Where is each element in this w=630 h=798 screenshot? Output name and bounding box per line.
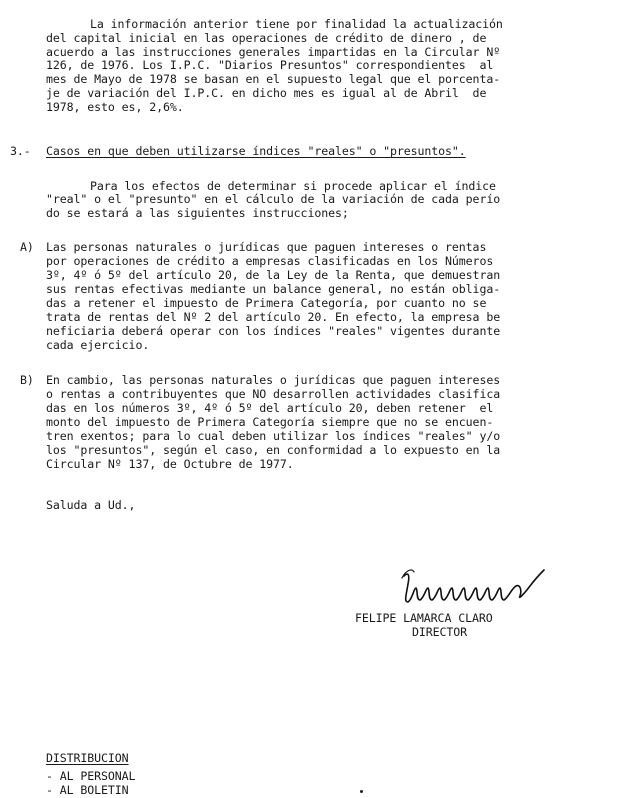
handwritten-signature bbox=[398, 566, 548, 610]
item-b-line: monto del impuesto de Primera Categoría siempre que no se encuen- bbox=[46, 415, 494, 429]
item-a-line: trata de rentas del Nº 2 del artículo 20. En efecto, la empresa be bbox=[46, 310, 501, 324]
item-a-line: cada ejercicio. bbox=[46, 338, 150, 352]
item-a-line: neficiaria deberá operar con los índices "reales" vigentes durante bbox=[46, 324, 501, 338]
intro-line: del capital inicial en las operaciones de crédito de dinero , de bbox=[46, 31, 487, 45]
intro-line: 126, de 1976. Los I.P.C. "Diarios Presuntos" correspondientes al bbox=[46, 58, 494, 72]
section-heading: Casos en que deben utilizarse índices "reales" o "presuntos". bbox=[46, 144, 466, 158]
item-a-line: 3º, 4º ó 5º del artículo 20, de la Ley de la Renta, que demuestran bbox=[46, 268, 501, 282]
signatory-name: FELIPE LAMARCA CLARO bbox=[355, 611, 493, 625]
efectos-line: Para los efectos de determinar si procede aplicar el índice bbox=[90, 179, 496, 193]
intro-line: acuerdo a las instrucciones generales impartidas en la Circular Nº bbox=[46, 45, 501, 59]
distribution-item: - AL BOLETIN bbox=[46, 783, 129, 797]
intro-line: je de variación del I.P.C. en dicho mes es igual al de Abril de bbox=[46, 86, 487, 100]
efectos-line: do se estará a las siguientes instrucciones; bbox=[46, 206, 349, 220]
item-b-line: En cambio, las personas naturales o jurídicas que paguen intereses bbox=[46, 373, 501, 387]
signatory-title: DIRECTOR bbox=[412, 625, 468, 639]
item-b-line: Circular Nº 137, de Octubre de 1977. bbox=[46, 457, 294, 471]
scan-speck bbox=[360, 790, 363, 793]
item-a-line: das a retener el impuesto de Primera Categoría, por cuanto no se bbox=[46, 296, 487, 310]
distribution-item: - AL PERSONAL bbox=[46, 769, 136, 783]
efectos-line: "real" o el "presunto" en el cálculo de la variación de cada perío bbox=[46, 192, 501, 206]
item-a-line: Las personas naturales o jurídicas que paguen intereses o rentas bbox=[46, 240, 487, 254]
closing-salutation: Saluda a Ud., bbox=[46, 498, 136, 512]
distribution-heading: DISTRIBUCION bbox=[46, 751, 129, 765]
item-b-line: o rentas a contribuyentes que NO desarrollen actividades clasifica bbox=[46, 387, 501, 401]
intro-line: 1978, esto es, 2,6%. bbox=[46, 100, 184, 114]
section-number: 3.- bbox=[10, 144, 31, 158]
item-b-line: los "presuntos", según el caso, en conformidad a lo expuesto en la bbox=[46, 443, 501, 457]
item-b-line: das en los números 3º, 4º ó 5º del artículo 20, deben retener el bbox=[46, 401, 494, 415]
item-a-line: por operaciones de crédito a empresas clasificadas en los Números bbox=[46, 254, 494, 268]
intro-line: mes de Mayo de 1978 se basan en el supuesto legal que el porcenta- bbox=[46, 72, 501, 86]
item-a-marker: A) bbox=[20, 240, 34, 254]
intro-line: La información anterior tiene por finalidad la actualización bbox=[90, 17, 503, 31]
item-b-marker: B) bbox=[20, 373, 34, 387]
item-b-line: tren exentos; para lo cual deben utilizar los índices "reales" y/o bbox=[46, 429, 501, 443]
item-a-line: sus rentas efectivas mediante un balance general, no están obliga- bbox=[46, 282, 501, 296]
